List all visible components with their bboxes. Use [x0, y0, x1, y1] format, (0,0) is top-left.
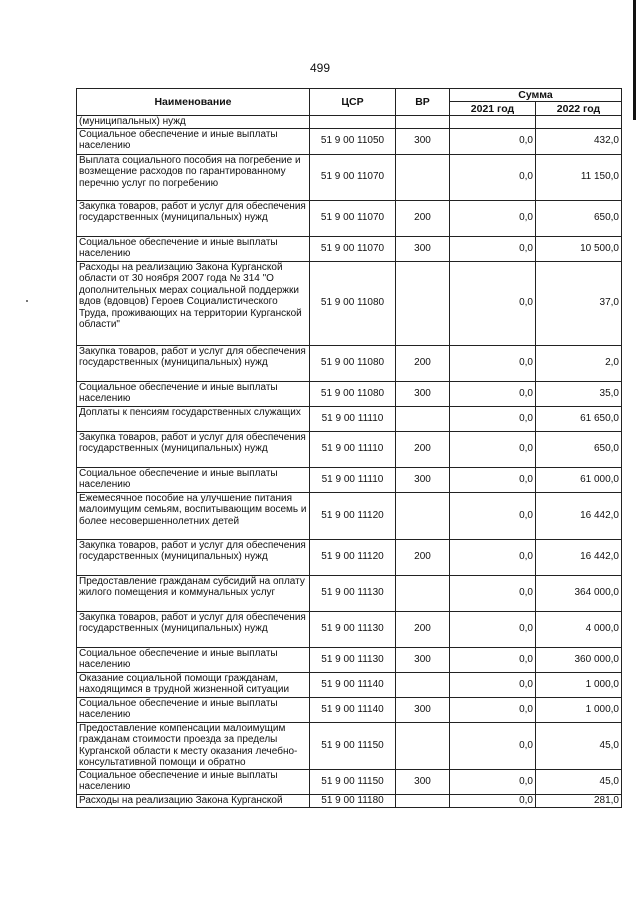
cell-vr: 200 — [396, 200, 450, 236]
cell-2021: 0,0 — [450, 794, 536, 807]
cell-2021: 0,0 — [450, 128, 536, 154]
cell-2022: 432,0 — [536, 128, 622, 154]
cell-vr — [396, 722, 450, 769]
table-row — [77, 769, 622, 794]
cell-2021: 0,0 — [450, 539, 536, 575]
cell-2021: 0,0 — [450, 431, 536, 467]
cell-2021: 0,0 — [450, 697, 536, 722]
cell-name: Социальное обеспечение и иные выплаты населению — [77, 467, 310, 492]
cell-vr — [396, 794, 450, 807]
table-row — [77, 697, 622, 722]
cell-vr — [396, 261, 450, 345]
cell-csr: 51 9 00 11130 — [310, 647, 396, 672]
cell-vr — [396, 154, 450, 200]
cell-2021: 0,0 — [450, 261, 536, 345]
cell-name: Предоставление компенсации малоимущим гражданам стоимости проезда за пределы Курганской области к месту оказания лечебно-консультативной помощи и обратно — [77, 722, 310, 769]
cell-2022: 37,0 — [536, 261, 622, 345]
cell-csr: 51 9 00 11180 — [310, 794, 396, 807]
cell-name: Социальное обеспечение и иные выплаты населению — [77, 769, 310, 794]
table-row — [77, 539, 622, 575]
cell-2021: 0,0 — [450, 492, 536, 539]
cell-name: Закупка товаров, работ и услуг для обеспечения государственных (муниципальных) нужд — [77, 345, 310, 381]
cell-csr — [310, 116, 396, 129]
cell-2022: 16 442,0 — [536, 539, 622, 575]
table-row — [77, 492, 622, 539]
cell-2022: 650,0 — [536, 431, 622, 467]
cell-name: Социальное обеспечение и иные выплаты населению — [77, 647, 310, 672]
cell-2022: 281,0 — [536, 794, 622, 807]
cell-2021: 0,0 — [450, 467, 536, 492]
cell-name: (муниципальных) нужд — [77, 116, 310, 129]
cell-csr: 51 9 00 11120 — [310, 492, 396, 539]
cell-csr: 51 9 00 11130 — [310, 575, 396, 611]
table-row — [77, 236, 622, 261]
cell-vr: 200 — [396, 539, 450, 575]
cell-vr: 200 — [396, 611, 450, 647]
cell-csr: 51 9 00 11050 — [310, 128, 396, 154]
table-row — [77, 116, 622, 129]
header-year-2021: 2021 год — [450, 102, 536, 116]
cell-name: Социальное обеспечение и иные выплаты населению — [77, 236, 310, 261]
table-row — [77, 128, 622, 154]
cell-vr: 300 — [396, 128, 450, 154]
table-row — [77, 575, 622, 611]
page-number: 499 — [309, 61, 331, 75]
cell-2021: 0,0 — [450, 611, 536, 647]
cell-2022: 364 000,0 — [536, 575, 622, 611]
cell-2021: 0,0 — [450, 769, 536, 794]
cell-2021: 0,0 — [450, 236, 536, 261]
table-row — [77, 647, 622, 672]
header-name: Наименование — [77, 89, 310, 116]
cell-csr: 51 9 00 11120 — [310, 539, 396, 575]
cell-name: Закупка товаров, работ и услуг для обеспечения государственных (муниципальных) нужд — [77, 539, 310, 575]
cell-vr: 300 — [396, 467, 450, 492]
budget-table — [76, 88, 622, 808]
table-row — [77, 381, 622, 406]
cell-csr: 51 9 00 11110 — [310, 406, 396, 431]
cell-2022: 4 000,0 — [536, 611, 622, 647]
cell-2022: 2,0 — [536, 345, 622, 381]
cell-name: Выплата социального пособия на погребение и возмещение расходов по гарантированному перечню услуг по погребению — [77, 154, 310, 200]
cell-2022: 61 000,0 — [536, 467, 622, 492]
cell-name: Расходы на реализацию Закона Курганской области от 30 ноября 2007 года № 314 "О дополнительных мерах социальной поддержки вдов (вдовцов) Героев Социалистического Труда, проживающих на территории Курганской области" — [77, 261, 310, 345]
table-row — [77, 467, 622, 492]
table-row — [77, 722, 622, 769]
table-row — [77, 200, 622, 236]
cell-csr: 51 9 00 11140 — [310, 697, 396, 722]
cell-2021: 0,0 — [450, 200, 536, 236]
cell-name: Доплаты к пенсиям государственных служащих — [77, 406, 310, 431]
cell-csr: 51 9 00 11070 — [310, 154, 396, 200]
cell-name: Социальное обеспечение и иные выплаты населению — [77, 697, 310, 722]
table-row — [77, 794, 622, 807]
cell-csr: 51 9 00 11070 — [310, 200, 396, 236]
header-vr: ВР — [396, 89, 450, 116]
cell-2022: 45,0 — [536, 722, 622, 769]
cell-csr: 51 9 00 11140 — [310, 672, 396, 697]
table-row — [77, 431, 622, 467]
cell-2022: 35,0 — [536, 381, 622, 406]
cell-vr — [396, 575, 450, 611]
table-row — [77, 261, 622, 345]
cell-vr: 300 — [396, 381, 450, 406]
table-row — [77, 154, 622, 200]
cell-2021: 0,0 — [450, 154, 536, 200]
cell-2022: 650,0 — [536, 200, 622, 236]
cell-csr: 51 9 00 11080 — [310, 345, 396, 381]
cell-2021: 0,0 — [450, 406, 536, 431]
cell-vr: 300 — [396, 697, 450, 722]
cell-2021: 0,0 — [450, 647, 536, 672]
cell-2022 — [536, 116, 622, 129]
cell-vr — [396, 116, 450, 129]
table-row — [77, 345, 622, 381]
cell-csr: 51 9 00 11110 — [310, 431, 396, 467]
cell-name: Закупка товаров, работ и услуг для обеспечения государственных (муниципальных) нужд — [77, 611, 310, 647]
cell-name: Закупка товаров, работ и услуг для обеспечения государственных (муниципальных) нужд — [77, 200, 310, 236]
cell-2022: 45,0 — [536, 769, 622, 794]
cell-2021: 0,0 — [450, 381, 536, 406]
table-row — [77, 611, 622, 647]
cell-csr: 51 9 00 11130 — [310, 611, 396, 647]
cell-vr: 300 — [396, 769, 450, 794]
cell-csr: 51 9 00 11080 — [310, 261, 396, 345]
cell-name: Социальное обеспечение и иные выплаты населению — [77, 128, 310, 154]
header-sum: Сумма — [450, 89, 622, 102]
cell-2021: 0,0 — [450, 722, 536, 769]
cell-2021: 0,0 — [450, 672, 536, 697]
cell-name: Социальное обеспечение и иные выплаты населению — [77, 381, 310, 406]
cell-2022: 1 000,0 — [536, 672, 622, 697]
table-row — [77, 406, 622, 431]
cell-2021: 0,0 — [450, 345, 536, 381]
table-row — [77, 672, 622, 697]
cell-csr: 51 9 00 11150 — [310, 769, 396, 794]
header-year-2022: 2022 год — [536, 102, 622, 116]
cell-2021: 0,0 — [450, 575, 536, 611]
cell-csr: 51 9 00 11110 — [310, 467, 396, 492]
cell-csr: 51 9 00 11150 — [310, 722, 396, 769]
cell-name: Предоставление гражданам субсидий на оплату жилого помещения и коммунальных услуг — [77, 575, 310, 611]
cell-2021 — [450, 116, 536, 129]
header-csr: ЦСР — [310, 89, 396, 116]
cell-csr: 51 9 00 11080 — [310, 381, 396, 406]
cell-vr — [396, 672, 450, 697]
cell-vr: 200 — [396, 345, 450, 381]
cell-name: Оказание социальной помощи гражданам, находящимся в трудной жизненной ситуации — [77, 672, 310, 697]
cell-name: Закупка товаров, работ и услуг для обеспечения государственных (муниципальных) нужд — [77, 431, 310, 467]
cell-vr: 200 — [396, 431, 450, 467]
scan-edge-mark — [633, 0, 636, 120]
cell-vr: 300 — [396, 647, 450, 672]
scan-speck — [26, 300, 28, 302]
cell-vr — [396, 406, 450, 431]
cell-2022: 61 650,0 — [536, 406, 622, 431]
cell-name: Расходы на реализацию Закона Курганской — [77, 794, 310, 807]
cell-name: Ежемесячное пособие на улучшение питания малоимущим семьям, воспитывающим восемь и более несовершеннолетних детей — [77, 492, 310, 539]
cell-2022: 16 442,0 — [536, 492, 622, 539]
cell-2022: 1 000,0 — [536, 697, 622, 722]
cell-csr: 51 9 00 11070 — [310, 236, 396, 261]
cell-2022: 360 000,0 — [536, 647, 622, 672]
cell-2022: 11 150,0 — [536, 154, 622, 200]
cell-2022: 10 500,0 — [536, 236, 622, 261]
cell-vr: 300 — [396, 236, 450, 261]
cell-vr — [396, 492, 450, 539]
